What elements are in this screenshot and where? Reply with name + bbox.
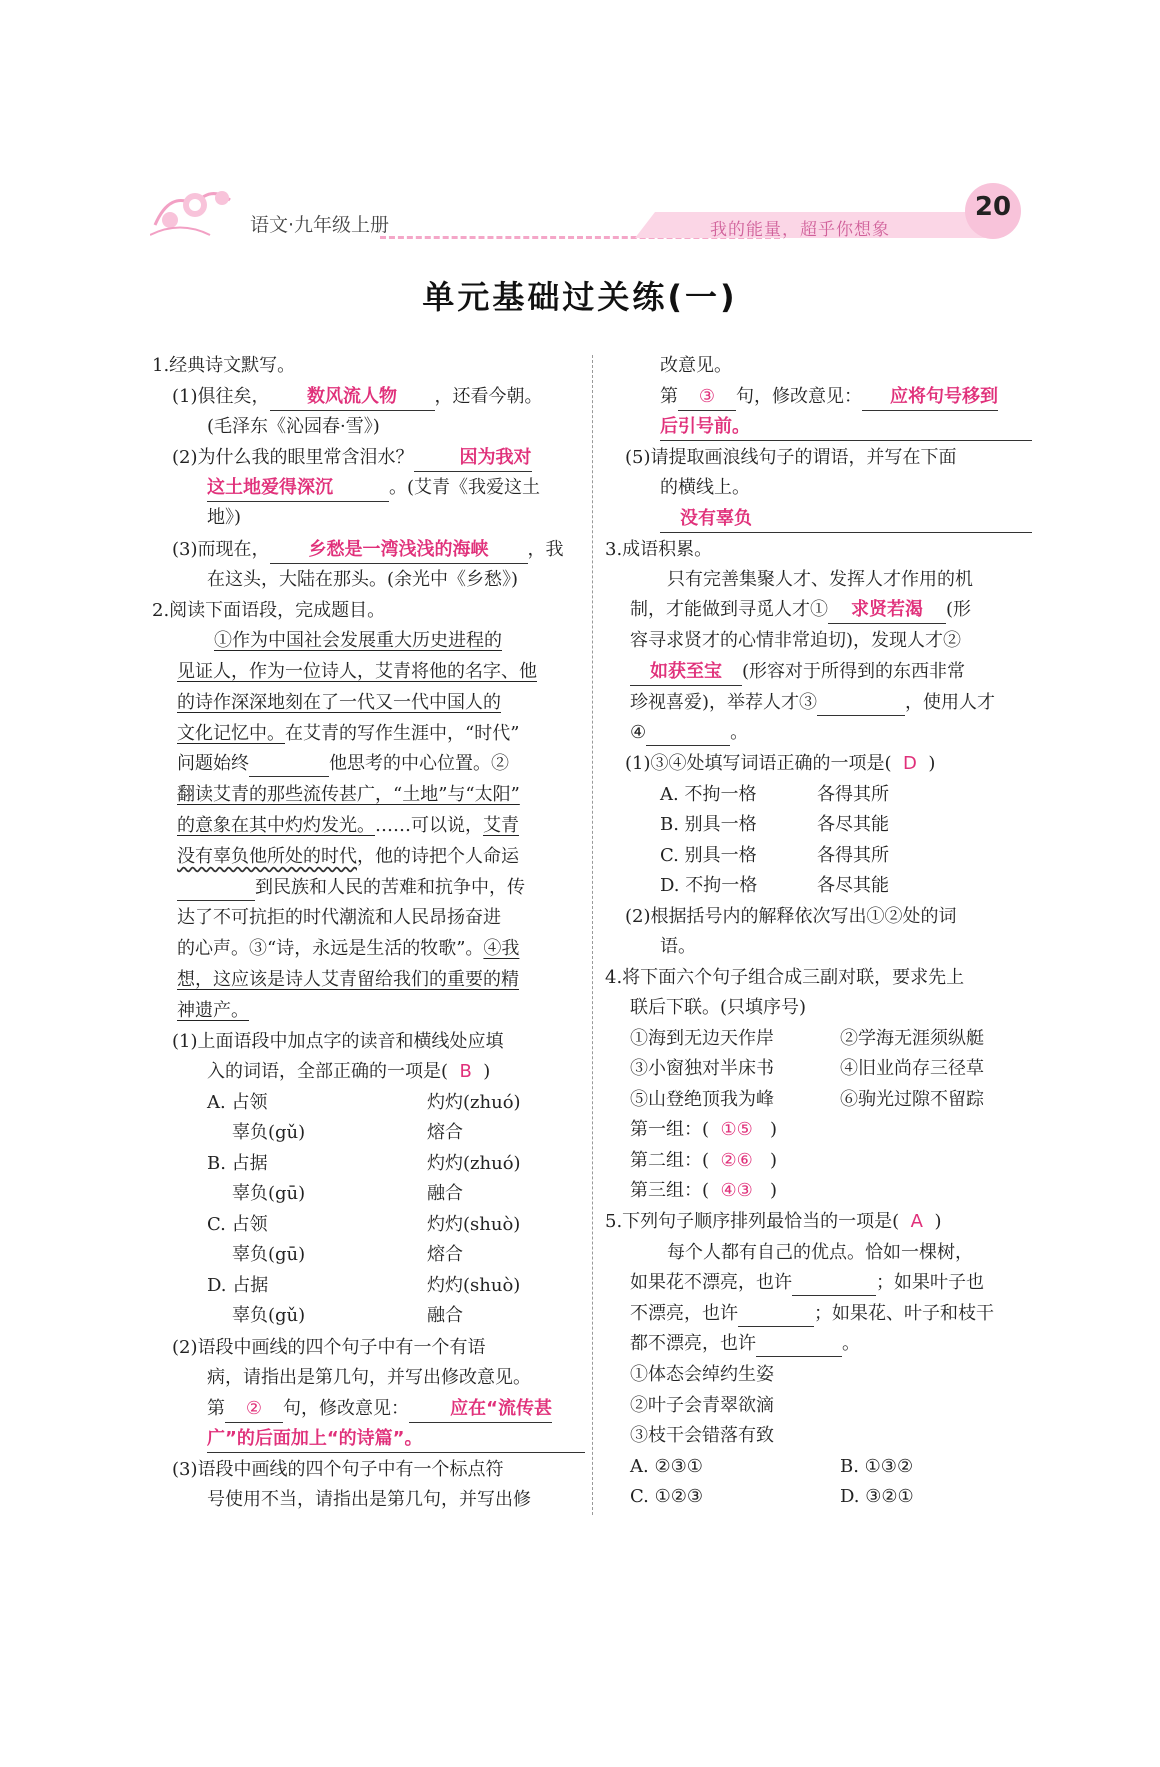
q3-opt-c-r: 各得其所 bbox=[817, 845, 889, 866]
r3-ans-blank bbox=[660, 414, 1032, 441]
q1-s3 bbox=[172, 537, 564, 564]
q5-l2-post: ；如果叶子也 bbox=[876, 1272, 984, 1293]
q1-s1 bbox=[172, 384, 543, 411]
q2-s1-b bbox=[207, 1059, 490, 1085]
q3-opt-a: A. 不拘一格 bbox=[660, 784, 757, 805]
q3-l5-pre: 珍视喜爱)，举荐人才③ bbox=[630, 692, 818, 713]
q1-s3-pre: (3)而现在， bbox=[172, 539, 270, 560]
q4-group-1-answer: ①⑤ bbox=[720, 1119, 753, 1140]
q2-s2-answer-b: 广”的后面加上“的诗篇”。 bbox=[207, 1428, 423, 1449]
q2-blank-2 bbox=[177, 880, 255, 901]
q5-l1: 每个人都有自己的优点。恰如一棵树， bbox=[667, 1242, 973, 1263]
q3-l4 bbox=[630, 659, 965, 686]
page-number: 20 bbox=[974, 192, 1012, 222]
r2-ans-blank bbox=[862, 384, 998, 411]
q1-s1-answer: 数风流人物 bbox=[307, 386, 397, 407]
q5-l4-pre: 都不漂亮，也许 bbox=[630, 1333, 756, 1354]
q4-group-3 bbox=[630, 1178, 777, 1204]
q4-group-1 bbox=[630, 1117, 777, 1143]
q2-s1-close: ) bbox=[483, 1061, 491, 1082]
q2-opt-a-l2: 辜负(gǔ) bbox=[232, 1122, 306, 1143]
q2-p5-a: 问题始终 bbox=[177, 753, 249, 774]
q5-head-close: ) bbox=[934, 1211, 942, 1232]
q2-p7-c: 艾青 bbox=[483, 815, 519, 836]
q5-blank-3 bbox=[756, 1336, 842, 1357]
q3-blank-1 bbox=[828, 597, 946, 624]
q5-l2-pre: 如果花不漂亮，也许 bbox=[630, 1272, 792, 1293]
q2-p4 bbox=[177, 721, 519, 747]
q3-l6 bbox=[630, 720, 748, 746]
q3-l2-post: (形 bbox=[946, 599, 972, 620]
q2-p7-a: 的意象在其中灼灼发光。 bbox=[177, 815, 375, 836]
q1-s2 bbox=[172, 445, 532, 472]
q3-l4-post: (形容对于所得到的东西非常 bbox=[742, 661, 966, 682]
q2-p5-b: 他思考的中心位置。② bbox=[329, 753, 509, 774]
q3-s1-close: ) bbox=[928, 753, 936, 774]
q1-s2-line2 bbox=[207, 475, 540, 502]
q3-s2-a: (2)根据括号内的解释依次写出①②处的词 bbox=[625, 906, 957, 927]
q3-l5-post: ，使用人才 bbox=[905, 692, 996, 713]
q4-group-2-label: 第二组：( bbox=[630, 1150, 710, 1171]
q2-p3: 的诗作深深地刻在了一代又一代中国人的 bbox=[177, 692, 501, 713]
q4-group-3-close: ) bbox=[769, 1180, 777, 1201]
q2-p9 bbox=[177, 875, 525, 901]
q3-blank-3 bbox=[817, 695, 905, 716]
q1-s1-blank bbox=[270, 384, 435, 411]
r2-mid: 句，修改意见： bbox=[736, 386, 862, 407]
q3-l2 bbox=[630, 597, 971, 624]
q2-p11 bbox=[177, 936, 519, 962]
q5-opt-b: B. ①③② bbox=[840, 1456, 914, 1477]
q5-item-2: ②叶子会青翠欲滴 bbox=[630, 1395, 774, 1416]
q2-opt-c-r1: 灼灼(shuò) bbox=[427, 1214, 521, 1235]
q1-s2-post: 。(艾青《我爱这土 bbox=[389, 477, 541, 498]
q1-s3-answer: 乡愁是一湾浅浅的海峡 bbox=[308, 539, 489, 560]
q2-opt-a-r1: 灼灼(zhuó) bbox=[427, 1092, 521, 1113]
q2-s2-d bbox=[207, 1426, 585, 1453]
q2-s4-answer: 没有辜负 bbox=[680, 508, 752, 529]
q3-blank-4 bbox=[646, 725, 730, 746]
q2-p11-a: 的心声。③“诗，永远是生活的牧歌”。 bbox=[177, 938, 484, 959]
q2-p7 bbox=[177, 813, 519, 839]
q3-l5 bbox=[630, 690, 995, 716]
q3-opt-d: D. 不拘一格 bbox=[660, 875, 758, 896]
q2-opt-a-label: A. 占领 bbox=[207, 1092, 268, 1113]
q3-l6-post: 。 bbox=[730, 722, 749, 743]
q3-opt-c: C. 别具一格 bbox=[660, 845, 757, 866]
q1-s2-blank-a bbox=[414, 445, 532, 472]
q5-opt-d: D. ③②① bbox=[840, 1486, 914, 1507]
q4-group-1-close: ) bbox=[769, 1119, 777, 1140]
q5-opt-a: A. ②③① bbox=[630, 1456, 703, 1477]
q3-blank-2 bbox=[630, 659, 742, 686]
q4-item-6: ⑥驹光过隙不留踪 bbox=[840, 1089, 984, 1110]
q4-group-2 bbox=[630, 1148, 777, 1174]
q1-s3-line2: 在这头，大陆在那头。(余光中《乡愁》) bbox=[207, 569, 519, 590]
q2-s4-blank bbox=[660, 506, 1032, 533]
q2-p1: ①作为中国社会发展重大历史进程的 bbox=[214, 630, 502, 651]
q1-s2-blank-b bbox=[207, 475, 389, 502]
q2-s4-a: (5)请提取画浪线句子的谓语，并写在下面 bbox=[625, 447, 957, 468]
q2-s1-a: (1)上面语段中加点字的读音和横线处应填 bbox=[172, 1031, 504, 1052]
q2-head: 2.阅读下面语段，完成题目。 bbox=[152, 600, 386, 621]
q1-s1-src: (毛泽东《沁园春·雪》) bbox=[207, 416, 380, 437]
r2-num: ③ bbox=[698, 386, 716, 407]
q1-s1-pre: (1)俱往矣， bbox=[172, 386, 270, 407]
q2-s2-answer-a: 应在“流传甚 bbox=[450, 1398, 552, 1419]
q3-opt-b-r: 各尽其能 bbox=[817, 814, 889, 835]
q3-s1-answer: D bbox=[902, 753, 917, 774]
q4-item-5: ⑤山登绝顶我为峰 bbox=[630, 1089, 774, 1110]
q2-p4-b: 在艾青的写作生涯中，“时代” bbox=[285, 723, 520, 744]
q2-s2-num-blank bbox=[225, 1396, 283, 1423]
column-divider bbox=[592, 355, 593, 1515]
q2-p7-b: ……可以说， bbox=[375, 815, 483, 836]
q2-s2-c-mid: 句，修改意见： bbox=[283, 1398, 409, 1419]
q2-s1-answer: B bbox=[459, 1061, 472, 1082]
q3-s2-b: 语。 bbox=[660, 936, 696, 957]
q4-group-3-label: 第三组：( bbox=[630, 1180, 710, 1201]
q2-s2-ans-blank bbox=[409, 1396, 552, 1423]
q2-opt-b-r2: 融合 bbox=[427, 1183, 463, 1204]
q5-l3-post: ；如果花、叶子和枝干 bbox=[814, 1303, 994, 1324]
r-line2 bbox=[660, 384, 998, 411]
q3-l3: 容寻求贤才的心情非常迫切)，发现人才② bbox=[630, 630, 962, 651]
q3-l2-pre: 制，才能做到寻觅人才① bbox=[630, 599, 828, 620]
page-header bbox=[150, 180, 1030, 240]
q2-opt-d-label: D. 占据 bbox=[207, 1275, 269, 1296]
q2-opt-d-l2: 辜负(gǔ) bbox=[232, 1305, 306, 1326]
q2-opt-b-r1: 灼灼(zhuó) bbox=[427, 1153, 521, 1174]
q2-p5 bbox=[177, 751, 509, 777]
q2-opt-b-label: B. 占据 bbox=[207, 1153, 268, 1174]
q2-s2-ans-blank-2 bbox=[207, 1426, 585, 1453]
q5-l4-post: 。 bbox=[842, 1333, 860, 1354]
q2-p8-wavy: 没有辜负他所处的时代 bbox=[177, 846, 357, 867]
q2-p13: 神遗产。 bbox=[177, 1000, 249, 1021]
q1-s2-pre: (2)为什么我的眼里常含泪水？ bbox=[172, 447, 414, 468]
q2-opt-a-r2: 熔合 bbox=[427, 1122, 463, 1143]
q5-opt-c: C. ①②③ bbox=[630, 1486, 703, 1507]
q1-s2-answer-a: 因为我对 bbox=[459, 447, 532, 468]
q1-s3-blank bbox=[270, 537, 528, 564]
q4-group-2-answer: ②⑥ bbox=[720, 1150, 753, 1171]
q4-group-1-label: 第一组：( bbox=[630, 1119, 710, 1140]
q4-item-4: ④旧业尚存三径草 bbox=[840, 1058, 984, 1079]
r-line1: 改意见。 bbox=[660, 355, 732, 376]
q5-item-3: ③枝干会错落有致 bbox=[630, 1425, 774, 1446]
q2-s2-a: (2)语段中画线的四个句子中有一个有语 bbox=[172, 1337, 486, 1358]
q4-head-a: 4.将下面六个句子组合成三副对联，要求先上 bbox=[605, 967, 965, 988]
q3-opt-b: B. 别具一格 bbox=[660, 814, 757, 835]
q1-s3-post: ，我 bbox=[527, 539, 564, 560]
r-line3 bbox=[660, 414, 1032, 441]
q2-opt-c-l2: 辜负(gū) bbox=[232, 1244, 306, 1265]
r2-answer: 应将句号移到 bbox=[890, 386, 998, 407]
q2-opt-d-r2: 融合 bbox=[427, 1305, 463, 1326]
q5-blank-2 bbox=[738, 1306, 814, 1327]
q2-p11-b: ④我 bbox=[483, 938, 520, 959]
flower-ornament-icon bbox=[150, 180, 240, 240]
r3-answer: 后引号前。 bbox=[660, 416, 750, 437]
q4-item-3: ③小窗独对半床书 bbox=[630, 1058, 774, 1079]
q4-item-2: ②学海无涯须纵艇 bbox=[840, 1028, 984, 1049]
q1-s2-answer-b: 这土地爱得深沉 bbox=[207, 477, 333, 498]
q2-opt-c-label: C. 占领 bbox=[207, 1214, 268, 1235]
q2-s2-b: 病，请指出是第几句，并写出修改意见。 bbox=[207, 1367, 531, 1388]
q4-group-2-close: ) bbox=[769, 1150, 777, 1171]
q2-p10: 达了不可抗拒的时代潮流和人民昂扬奋进 bbox=[177, 907, 501, 928]
q5-blank-1 bbox=[792, 1275, 876, 1296]
q2-s4-b: 的横线上。 bbox=[660, 477, 750, 498]
q2-s3-a: (3)语段中画线的四个句子中有一个标点符 bbox=[172, 1459, 504, 1480]
q2-s4-ans-line bbox=[660, 506, 1032, 533]
q3-head: 3.成语积累。 bbox=[605, 539, 713, 560]
q2-p8 bbox=[177, 844, 519, 870]
q5-head-pre: 5.下列句子顺序排列最恰当的一项是( bbox=[605, 1211, 900, 1232]
q2-p9-b: 到民族和人民的苦难和抗争中，传 bbox=[255, 877, 525, 898]
q2-opt-b-l2: 辜负(gū) bbox=[232, 1183, 306, 1204]
q1-head: 1.经典诗文默写。 bbox=[152, 355, 296, 376]
q2-s2-c-pre: 第 bbox=[207, 1398, 225, 1419]
q2-p4-a: 文化记忆中。 bbox=[177, 723, 285, 744]
q4-head-b: 联后下联。(只填序号) bbox=[630, 997, 807, 1018]
q2-p8-b: ，他的诗把个人命运 bbox=[357, 846, 519, 867]
q4-item-1: ①海到无边天作岸 bbox=[630, 1028, 774, 1049]
q2-p2: 见证人，作为一位诗人，艾青将他的名字、他 bbox=[177, 661, 537, 682]
q3-opt-d-r: 各尽其能 bbox=[817, 875, 889, 896]
q5-answer: A bbox=[910, 1211, 923, 1232]
q3-l6-pre: ④ bbox=[630, 722, 647, 743]
q1-s2-src: 地》) bbox=[207, 507, 242, 528]
q5-l3 bbox=[630, 1301, 994, 1327]
q3-s1-pre: (1)③④处填写词语正确的一项是( bbox=[625, 753, 892, 774]
q2-p6: 翻读艾青的那些流传甚广，“土地”与“太阳” bbox=[177, 784, 520, 805]
q2-opt-d-r1: 灼灼(shuò) bbox=[427, 1275, 521, 1296]
q5-l4 bbox=[630, 1331, 860, 1357]
q5-l2 bbox=[630, 1270, 984, 1296]
q3-answer-2: 如获至宝 bbox=[650, 661, 722, 682]
q3-opt-a-r: 各得其所 bbox=[817, 784, 889, 805]
q3-s1 bbox=[625, 751, 935, 777]
q2-s2-num: ② bbox=[245, 1398, 263, 1419]
q2-p12: 想，这应该是诗人艾青留给我们的重要的精 bbox=[177, 969, 519, 990]
q5-item-1: ①体态会绰约生姿 bbox=[630, 1364, 774, 1385]
q1-s1-post: ，还看今朝。 bbox=[434, 386, 543, 407]
r2-num-blank bbox=[678, 384, 736, 411]
q3-answer-1: 求贤若渴 bbox=[851, 599, 923, 620]
slogan: 我的能量，超乎你想象 bbox=[710, 220, 890, 240]
q4-group-3-answer: ④③ bbox=[720, 1180, 753, 1201]
q3-l1: 只有完善集聚人才、发挥人才作用的机 bbox=[667, 569, 973, 590]
q5-l3-pre: 不漂亮，也许 bbox=[630, 1303, 738, 1324]
page-title: 单元基础过关练(一) bbox=[422, 278, 738, 316]
q2-blank-1 bbox=[249, 756, 329, 777]
r2-pre: 第 bbox=[660, 386, 678, 407]
q5-head bbox=[605, 1209, 941, 1235]
book-title: 语文·九年级上册 bbox=[250, 214, 390, 236]
q2-s1-b-text: 入的词语，全部正确的一项是( bbox=[207, 1061, 449, 1082]
q2-s3-b: 号使用不当，请指出是第几句，并写出修 bbox=[207, 1489, 531, 1510]
q2-s2-c bbox=[207, 1396, 552, 1423]
q2-opt-c-r2: 熔合 bbox=[427, 1244, 463, 1265]
